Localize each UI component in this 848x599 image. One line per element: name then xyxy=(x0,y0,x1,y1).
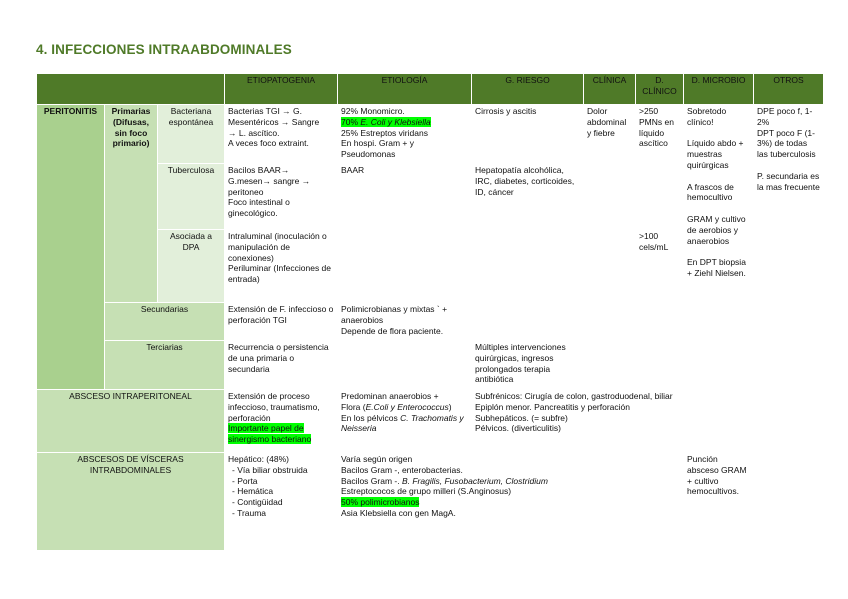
bacteriana-riesgo: Cirrosis y ascitis xyxy=(472,105,584,164)
dpa-riesgo xyxy=(472,230,584,303)
terciarias-dclinico xyxy=(636,341,684,390)
dpa-dclinico: >100 cels/mL xyxy=(636,230,684,303)
peritonitis-otros: DPE poco f, 1-2% DPT poco F (1-3%) de todas las tuberculosis P. secundaria es la mas frecuente xyxy=(754,105,824,390)
bacteriana-etiopatogenia: Bacterias TGI → G. Mesentéricos → Sangre → L. ascítico. A veces foco extraint. xyxy=(225,105,338,164)
visceras-microbio: Punción absceso GRAM + cultivo hemocultivos. xyxy=(684,453,754,551)
highlight-polimicrobianos: 50% polimicrobianos xyxy=(341,497,420,508)
dpa-etiopatogenia: Intraluminal (inoculación o manipulación de conexiones) Periluminar (Infecciones de entrada) xyxy=(225,230,338,303)
secundarias-dclinico xyxy=(636,303,684,341)
header-dclinico: D. CLÍNICO xyxy=(636,74,684,105)
absceso-intra-riesgo: Subfrénicos: Cirugía de colon, gastroduodenal, biliar Epiplón menor. Pancreatitis y perforación Subhepáticos. (= subfre) Pélvicos. (diverticulitis) xyxy=(472,390,824,453)
tuberculosa-dclinico xyxy=(636,164,684,230)
header-riesgo: G. RIESGO xyxy=(472,74,584,105)
bacteriana-label: Bacteriana espontánea xyxy=(158,105,225,164)
visceras-etiopatogenia: Hepático: (48%) - Vía biliar obstruida - Porta - Hemática - Contigüidad - Trauma xyxy=(225,453,338,551)
terciarias-label: Terciarias xyxy=(105,341,225,390)
terciarias-etiologia xyxy=(338,341,472,390)
peritonitis-clinica: Dolor abdominal y fiebre xyxy=(584,105,636,390)
tuberculosa-etiopatogenia: Bacilos BAAR→ G.mesen→ sangre → peritoneo Foco intestinal o ginecológico. xyxy=(225,164,338,230)
secundarias-riesgo xyxy=(472,303,584,341)
absceso-intra-etiologia: Predominan anaerobios + Flora (E.Coli y Enterococcus) En los pélvicos C. Trachomatis y Neisseria xyxy=(338,390,472,453)
visceras-otros xyxy=(754,453,824,551)
absceso-intra-label: ABSCESO INTRAPERITONEAL xyxy=(37,390,225,453)
absceso-intra-etiopatogenia: Extensión de proceso infeccioso, traumatismo, perforación Importante papel de sinergismo bacteriano xyxy=(225,390,338,453)
peritonitis-microbio: Sobretodo clínico! Líquido abdo + muestras quirúrgicas A frascos de hemocultivo GRAM y cultivo de aerobios y anaerobios En DPT biopsia + Ziehl Nielsen. xyxy=(684,105,754,390)
page-title: 4. INFECCIONES INTRAABDOMINALES xyxy=(36,42,292,57)
dpa-etiologia xyxy=(338,230,472,303)
header-etiologia: ETIOLOGÍA xyxy=(338,74,472,105)
highlight-sinergismo: Importante papel de sinergismo bacteriano xyxy=(228,423,312,445)
highlight-ecoli: 70% E. Coli y Klebsiella xyxy=(341,116,431,127)
visceras-etiologia: Varía según origen Bacilos Gram -, enterobacterias. Bacilos Gram -. B. Fragilis, Fusobacterium, Clostridium Estreptococos de grupo milleri (S.Anginosus) 50% polimicrobianos Asia Klebsiella con gen MagA. xyxy=(338,453,684,551)
infections-table xyxy=(36,73,824,551)
bacteriana-dclinico: >250 PMNs en líquido ascítico xyxy=(636,105,684,164)
primarias-label: Primarias (Difusas, sin foco primario) xyxy=(105,105,158,303)
bacteriana-etiologia: 92% Monomicro. 70% E. Coli y Klebsiella 25% Estreptos viridans En hospi. Gram + y Pseudomonas xyxy=(338,105,472,164)
secundarias-etiologia: Polimicrobianas y mixtas ` + anaerobios Depende de flora paciente. xyxy=(338,303,472,341)
header-clinica: CLÍNICA xyxy=(584,74,636,105)
header-blank xyxy=(37,74,225,105)
terciarias-riesgo: Múltiples intervenciones quirúrgicas, ingresos prolongados terapia antibiótica xyxy=(472,341,584,390)
header-dmicrobio: D. MICROBIO xyxy=(684,74,754,105)
secundarias-label: Secundarias xyxy=(105,303,225,341)
dpa-label: Asociada a DPA xyxy=(158,230,225,303)
secundarias-etiopatogenia: Extensión de F. infeccioso o perforación TGI xyxy=(225,303,338,341)
peritonitis-label: PERITONITIS xyxy=(37,105,105,390)
terciarias-etiopatogenia: Recurrencia o persistencia de una primaria o secundaria xyxy=(225,341,338,390)
tuberculosa-label: Tuberculosa xyxy=(158,164,225,230)
header-etiopatogenia: ETIOPATOGENIA xyxy=(225,74,338,105)
abscesos-visceras-label: ABSCESOS DE VÍSCERAS INTRABDOMINALES xyxy=(37,453,225,551)
tuberculosa-etiologia: BAAR xyxy=(338,164,472,230)
tuberculosa-riesgo: Hepatopatía alcohólica, IRC, diabetes, corticoides, ID, cáncer xyxy=(472,164,584,230)
header-otros: OTROS xyxy=(754,74,824,105)
